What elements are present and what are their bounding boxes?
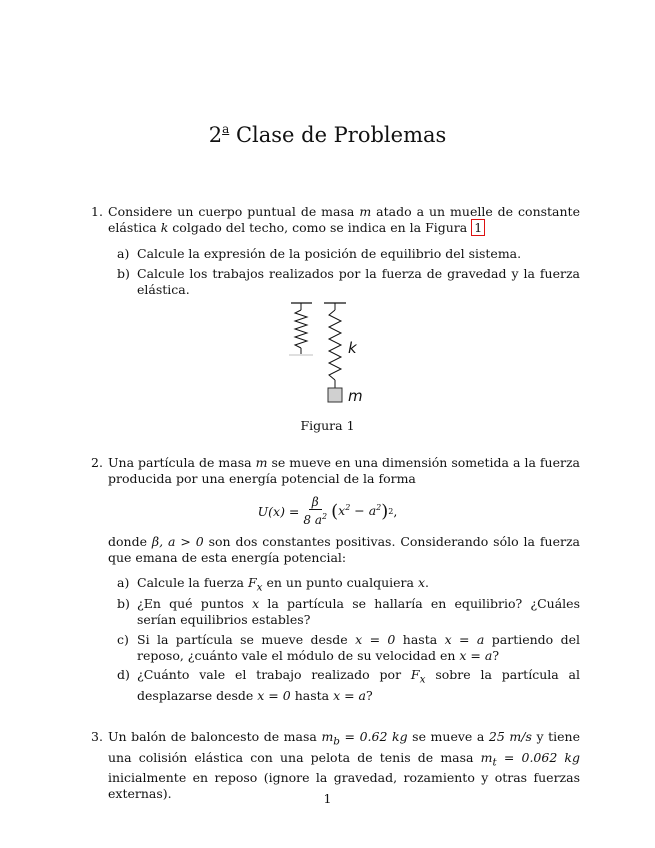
formula-fraction: $\frac{\beta}{8 a^2}$ bbox=[303, 495, 328, 527]
problem-2-item-b-text: ¿En qué puntos x la partícula se hallaría en equilibrio? ¿Cuáles serían equilibrios estables? bbox=[137, 596, 580, 627]
problem-3-statement: Un balón de baloncesto de masa $m_b = 0.62$ kg se mueve a 25 m/s y tiene una colisión elástica con una pelota de tenis de masa $m_t = 0.062$ kg inicialmente en reposo (ignore la gravedad, rozamiento y otras fuerzas externas). bbox=[108, 729, 580, 801]
spring-constant-label: k bbox=[348, 339, 357, 357]
problem-2-item-a-text: Calcule la fuerza $F_x$ en un punto cualquiera x. bbox=[137, 575, 430, 594]
spring-mass-figure bbox=[286, 298, 376, 410]
figure-reference-link[interactable]: 1 bbox=[471, 219, 485, 236]
problem-2-continuation: donde β, a > 0 son dos constantes positivas. Considerando sólo la fuerza que emana de esta energía potencial: bbox=[108, 534, 580, 565]
problem-1-item-b-text: Calcule los trabajos realizados por la fuerza de gravedad y la fuerza elástica. bbox=[137, 266, 580, 297]
problem-2-item-d-label: d) bbox=[117, 667, 130, 682]
problem-2-item-d-text: ¿Cuánto vale el trabajo realizado por $F_x$ sobre la partícula al desplazarse desde x = 0 hasta x = a? bbox=[137, 667, 580, 703]
page-title: 2$^a$ Clase de Problemas bbox=[208, 122, 447, 147]
problem-2-item-c-text: Si la partícula se mueve desde x = 0 hasta x = a partiendo del reposo, ¿cuánto vale el módulo de su velocidad en x = a? bbox=[137, 632, 580, 663]
page-number: 1 bbox=[323, 791, 332, 806]
problem-2-item-b-label: b) bbox=[117, 596, 130, 611]
problem-1-statement: Considere un cuerpo puntual de masa m atado a un muelle de constante elástica k colgado del techo, como se indica en la Figura 1 bbox=[108, 204, 580, 235]
potential-energy-formula: U(x) = $\frac{\beta}{8 a^2}$ ( $x^2 - a^2$ ) 2 , bbox=[257, 495, 398, 527]
problem-2-item-c-label: c) bbox=[117, 632, 129, 647]
problem-1-item-a-text: Calcule la expresión de la posición de equilibrio del sistema. bbox=[137, 246, 522, 261]
problem-1-number: 1. bbox=[91, 204, 103, 219]
problem-1-item-b-label: b) bbox=[117, 266, 130, 281]
problem-3-number: 3. bbox=[91, 729, 103, 744]
mass-label: m bbox=[348, 387, 363, 405]
spring-diagram bbox=[286, 298, 376, 410]
problem-2-item-a-label: a) bbox=[117, 575, 130, 590]
problem-1-item-a-label: a) bbox=[117, 246, 130, 261]
mass-block bbox=[328, 388, 342, 402]
figure-caption: Figura 1 bbox=[300, 418, 355, 433]
problem-2-number: 2. bbox=[91, 455, 103, 470]
problem-2-statement: Una partícula de masa m se mueve en una dimensión sometida a la fuerza producida por una energía potencial de la forma bbox=[108, 455, 581, 486]
